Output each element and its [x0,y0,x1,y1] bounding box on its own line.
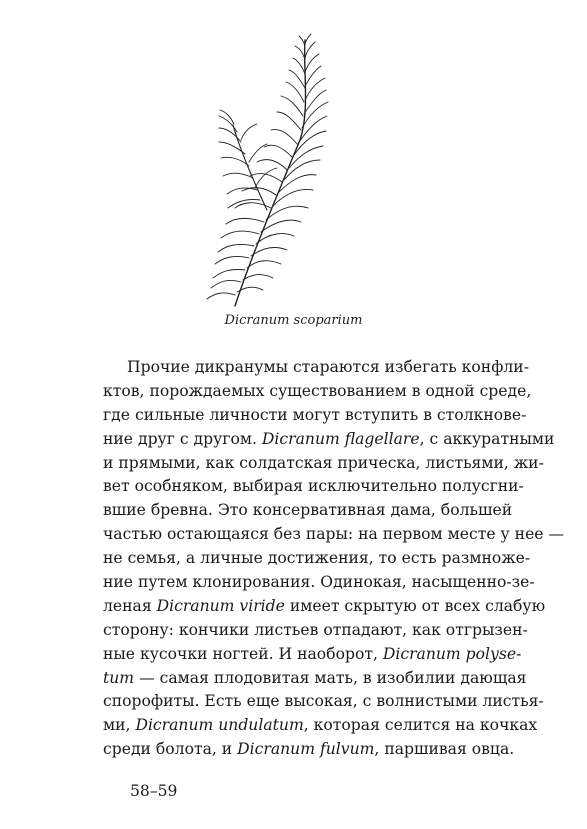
species-name: Dicranum fulvum [237,740,375,759]
text-segment: — самая плодовитая мать, в изобилии дающая [134,668,527,687]
text-segment: , паршивая овца. [374,740,515,759]
text-line [103,499,513,523]
page-number: 58–59 [130,782,178,800]
species-name: Dicranum viride [156,596,285,615]
text-segment: Прочие дикранумы стараются избегать конфли- [127,358,529,376]
text-line [103,714,538,738]
text-line [103,475,524,499]
text-segment: ные кусочки ногтей. И наоборот, [103,644,383,663]
text-segment: , которая селится на кочках [303,716,538,735]
moss-icon [205,30,355,308]
text-segment: ние путем клонирования. Одинокая, насыщенно-зе- [103,573,535,592]
text-line [103,523,565,547]
text-segment: частью остающаяся без пары: на первом месте у нее — [103,525,565,544]
body-paragraph [103,356,565,762]
text-line [103,452,544,476]
text-segment: и прямыми, как солдатская прическа, листьями, жи- [103,453,544,472]
text-segment: где сильные личности могут вступить в столкнове- [103,405,527,424]
text-line [103,595,546,619]
text-segment: вшие бревна. Это консервативная дама, большей [103,501,513,520]
text-line [103,571,535,595]
text-segment: вет особняком, выбирая исключительно полусгни- [103,477,524,496]
text-line [103,643,522,667]
text-line [103,667,527,691]
species-name: Dicranum undulatum [135,716,304,735]
figure-caption: Dicranum scoparium [224,313,363,328]
text-segment: , с аккуратными [419,429,555,448]
text-segment: имеет скрытую от всех слабую [284,596,546,615]
species-name: Dicranum flagellare [261,429,420,448]
text-line [103,547,531,571]
text-line [103,619,528,643]
text-segment: сторону: кончики листьев отпадают, как отгрызен- [103,620,528,639]
text-segment: ние друг с другом. [103,429,262,448]
text-segment: ктов, порождаемых существованием в одной среде, [103,381,532,400]
text-line [103,356,529,380]
moss-illustration [205,30,355,308]
text-segment: леная [103,596,157,615]
text-line [103,380,532,404]
text-segment: ми, [103,716,136,735]
text-segment: не семья, а личные достижения, то есть размноже- [103,549,531,568]
species-name: Dicranum polyse- [382,644,522,663]
text-line [103,690,544,714]
species-name: tum [103,668,135,687]
text-line [103,428,555,452]
text-segment: среди болота, и [103,740,238,759]
text-segment: спорофиты. Есть еще высокая, с волнистыми листья- [103,692,544,711]
text-line [103,738,515,762]
text-line [103,404,527,428]
